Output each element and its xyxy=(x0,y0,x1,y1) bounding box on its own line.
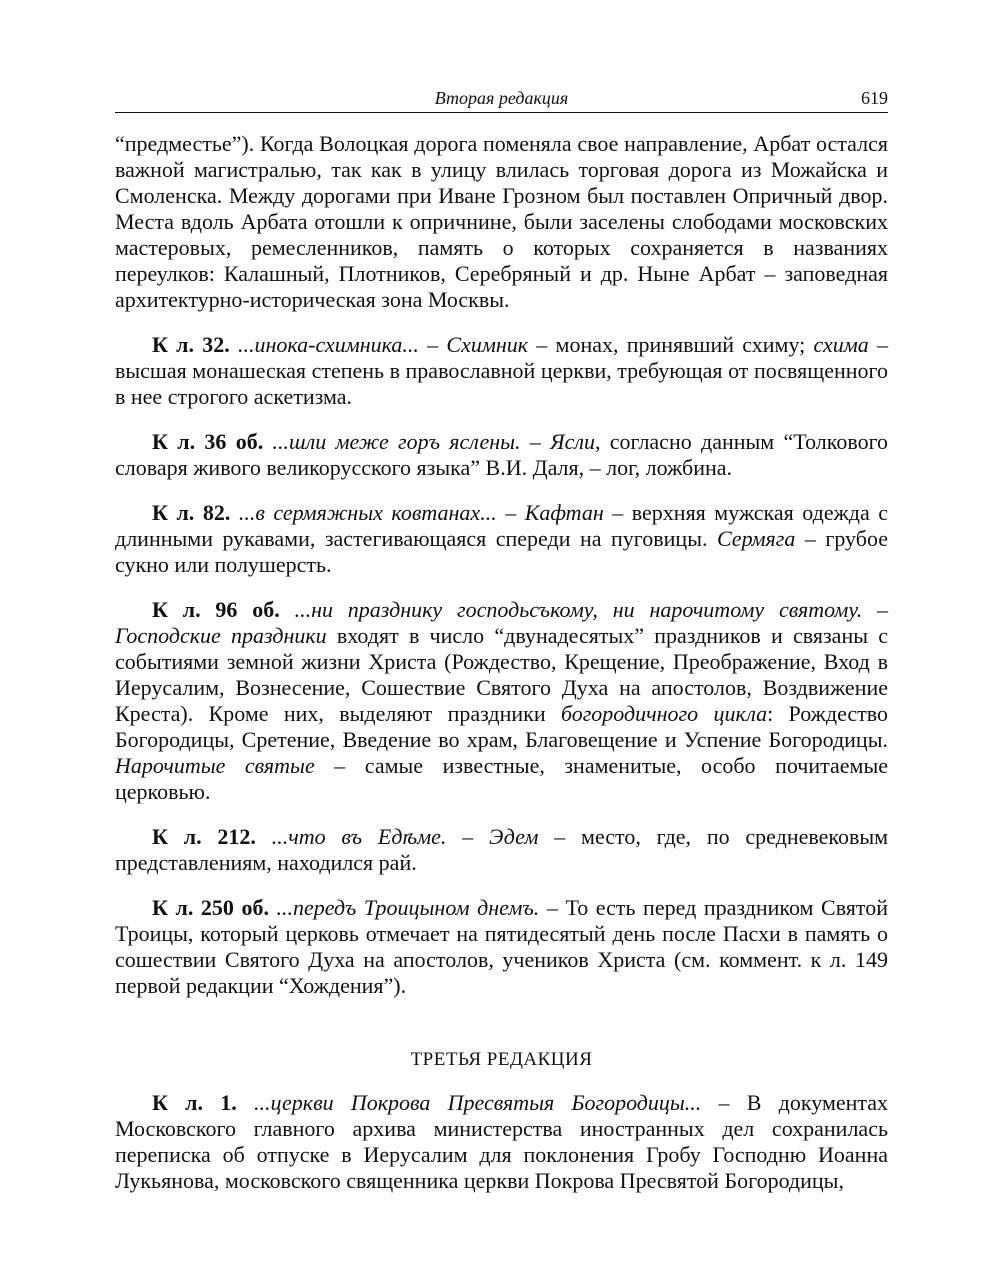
note-reference: К л. 36 об. xyxy=(152,429,264,454)
note-reference: К л. 96 об. xyxy=(152,597,280,622)
note-term: Господские праздники xyxy=(115,623,327,648)
note-lemma: ...что въ Едѣме. xyxy=(271,824,447,849)
note-paragraph-l82 xyxy=(115,500,888,578)
note-lemma: ...ни празднику господьсъкому, ни нарочитому святому. xyxy=(294,597,863,622)
note-lemma: ...инока-схимника... xyxy=(238,332,419,357)
note-term: Эдем xyxy=(489,824,539,849)
book-page xyxy=(115,0,888,1275)
note-term: Схимник xyxy=(446,332,529,357)
note-separator: – xyxy=(418,332,447,357)
note-text: – верхняя мужская одежда с длинными рукавами, застегивающаяся спереди на пуговицы. xyxy=(115,500,889,551)
note-text: – самые известные, знаменитые, особо почитаемые церковью. xyxy=(115,753,888,804)
note-paragraph-l96 xyxy=(115,597,888,805)
note-reference: К л. 82. xyxy=(152,500,231,525)
continuation-paragraph: “предместье”). Когда Волоцкая дорога поменяла свое направление, Арбат остался важной магистралью, так как в улицу влилась торговая дорога из Можайска и Смоленска. Между дорогами при Иване Грозном был поставлен Опричный двор. Места вдоль Арбата отошли к опричнине, были заселены слободами московских мастеровых, ремесленников, память о которых сохраняется в названиях переулков: Калашный, Плотников, Серебряный и др. Ныне Арбат – заповедная архитектурно-историческая зона Москвы. xyxy=(115,131,888,312)
note-lemma: ...в сермяжных ковтанах... xyxy=(238,500,497,525)
note-term: Кафтан xyxy=(524,500,604,525)
note-text: В документах Московского главного архива министерства иностранных дел сохранилась переписка об отпуске в Иерусалим для поклонения Гробу Господню Иоанна Лукьянова, московского священника церкви Покрова Пресвятой Богородицы, xyxy=(115,1090,889,1193)
note-paragraph-third-l1 xyxy=(115,1090,888,1194)
note-separator: – xyxy=(539,895,566,920)
note-paragraph-l32 xyxy=(115,332,888,410)
note-reference: К л. 250 об. xyxy=(152,895,269,920)
note-separator: – xyxy=(496,500,525,525)
note-text: , согласно данным “Толкового словаря живого великорусского языка” В.И. Даля, – лог, ложбина. xyxy=(115,429,889,480)
note-separator: – xyxy=(520,429,551,454)
note-text: – монах, принявший схиму; xyxy=(528,332,814,357)
note-separator: – xyxy=(862,597,889,622)
note-reference: К л. 212. xyxy=(152,824,256,849)
note-reference: К л. 1. xyxy=(152,1090,237,1115)
note-separator: – xyxy=(701,1090,747,1115)
note-term: Сермяга xyxy=(716,526,796,551)
note-paragraph-l36 xyxy=(115,429,888,481)
note-text: входят в число “двунадесятых” праздников и связаны с событиями земной жизни Христа (Рождество, Крещение, Преображение, Вход в Иерусалим, Вознесение, Сошествие Святого Духа на апостолов, Воздвижение Креста). Кроме них, выделяют праздники xyxy=(115,623,888,726)
note-term: Нарочитые святые xyxy=(115,753,315,778)
running-head xyxy=(115,86,888,113)
note-reference: К л. 32. xyxy=(152,332,230,357)
note-lemma: ...шли меже горъ яслены. xyxy=(272,429,521,454)
note-term: схима xyxy=(813,332,869,357)
note-term: богородичного цикла xyxy=(560,701,768,726)
note-lemma: ...церкви Покрова Пресвятыя Богородицы... xyxy=(253,1090,702,1115)
note-paragraph-l250 xyxy=(115,895,888,999)
note-text: То есть перед праздником Святой Троицы, который церковь отмечает на пятидесятый день после Пасхи в память о сошествии Святого Духа на апостолов, учеников Христа (см. коммент. к л. 149 первой редакции “Хождения”). xyxy=(115,895,889,998)
note-separator: – xyxy=(446,824,490,849)
note-paragraph-l212 xyxy=(115,824,888,876)
body-text xyxy=(115,131,888,1213)
running-title: Вторая редакция xyxy=(434,88,569,108)
note-text: – высшая монашеская степень в православной церкви, требующая от посвященного в нее строгого аскетизма. xyxy=(115,332,889,409)
note-term: Ясли xyxy=(550,429,595,454)
section-title: ТРЕТЬЯ РЕДАКЦИЯ xyxy=(410,1049,593,1070)
note-lemma: ...передъ Троицыном днемъ. xyxy=(276,895,540,920)
note-text: – место, где, по средневековым представлениям, находился рай. xyxy=(115,824,889,875)
note-text: : Рождество Богородицы, Сретение, Введение во храм, Благовещение и Успение Богородицы. xyxy=(115,701,888,752)
note-text: – грубое сукно или полушерсть. xyxy=(115,526,888,577)
page-number: 619 xyxy=(861,88,888,108)
